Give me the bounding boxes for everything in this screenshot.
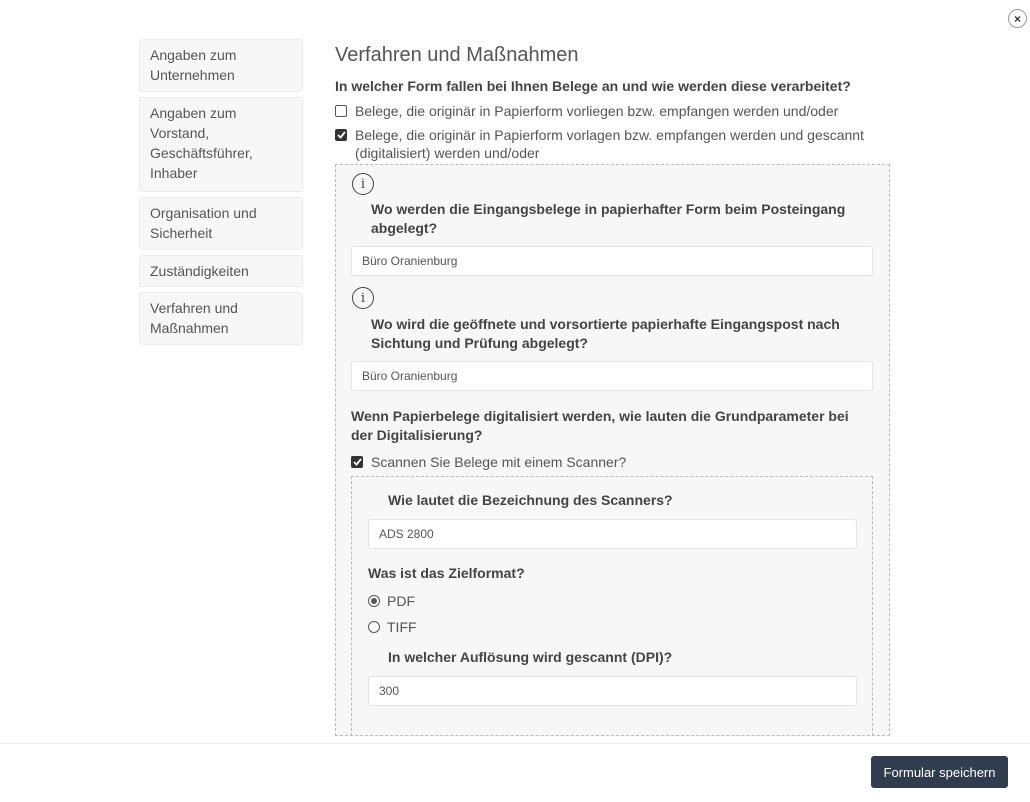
- sidebar-item-unternehmen[interactable]: [139, 39, 303, 92]
- question-belege-form: In welcher Form fallen bei Ihnen Belege an und wie werden diese verarbeitet?: [335, 78, 851, 94]
- page-title: Verfahren und Maßnahmen: [335, 44, 579, 66]
- option-scanner[interactable]: [351, 453, 873, 471]
- sidebar-item-label: Angaben zum Vorstand, Geschäftsführer, Inhaber: [150, 105, 253, 181]
- close-icon[interactable]: ×: [1008, 9, 1027, 28]
- scanner-section: [351, 476, 873, 736]
- radio-option-tiff[interactable]: [368, 618, 857, 636]
- post-input[interactable]: [351, 361, 873, 391]
- radio-option-pdf[interactable]: [368, 592, 857, 610]
- radio-pdf[interactable]: [368, 595, 380, 607]
- question-scanner-name: Wie lautet die Bezeichnung des Scanners?: [388, 492, 673, 508]
- save-form-button[interactable]: Formular speichern: [871, 756, 1008, 788]
- sidebar-nav: [139, 39, 303, 350]
- sidebar-item-label: Verfahren und Maßnahmen: [150, 300, 238, 336]
- radio-tiff[interactable]: [368, 621, 380, 633]
- checkbox-papierform[interactable]: [335, 105, 347, 117]
- sidebar-item-label: Organisation und Sicherheit: [150, 205, 257, 241]
- sidebar-item-verfahren[interactable]: [139, 292, 303, 345]
- sidebar-item-zustaendigkeiten[interactable]: [139, 255, 303, 287]
- sidebar-item-vorstand[interactable]: [139, 97, 303, 192]
- sidebar-item-organisation[interactable]: [139, 197, 303, 250]
- radio-label: TIFF: [387, 619, 417, 635]
- paper-section: [335, 164, 890, 736]
- radio-label: PDF: [387, 593, 415, 609]
- form-main: [335, 42, 895, 736]
- checkbox-label: Belege, die originär in Papierform vorlagen bzw. empfangen werden und gescannt (digitalisiert) werden und/oder: [355, 127, 864, 161]
- option-papierform[interactable]: [335, 102, 895, 120]
- checkbox-scanner[interactable]: [351, 456, 363, 468]
- option-gescannt[interactable]: [335, 126, 895, 162]
- question-dpi: In welcher Auflösung wird gescannt (DPI)?: [388, 649, 673, 665]
- info-icon[interactable]: i: [352, 287, 374, 309]
- checkbox-label: Belege, die originär in Papierform vorliegen bzw. empfangen werden und/oder: [355, 103, 839, 119]
- question-digitalisierung: Wenn Papierbelege digitalisiert werden, wie lauten die Grundparameter bei der Digitalisierung?: [351, 408, 849, 443]
- question-zielformat: Was ist das Zielformat?: [368, 565, 525, 581]
- eingang-input[interactable]: [351, 246, 873, 276]
- question-eingang: Wo werden die Eingangsbelege in papierhafter Form beim Posteingang abgelegt?: [371, 201, 846, 236]
- scanner-name-input[interactable]: [368, 519, 857, 549]
- dpi-input[interactable]: [368, 676, 857, 706]
- sidebar-item-label: Zuständigkeiten: [150, 263, 249, 279]
- info-icon[interactable]: i: [352, 173, 374, 195]
- checkbox-gescannt[interactable]: [335, 129, 347, 141]
- question-post: Wo wird die geöffnete und vorsortierte papierhafte Eingangspost nach Sichtung und Prüfung abgelegt?: [371, 316, 840, 351]
- sidebar-item-label: Angaben zum Unternehmen: [150, 47, 237, 83]
- checkbox-label: Scannen Sie Belege mit einem Scanner?: [371, 454, 627, 470]
- dialog-footer: [0, 743, 1030, 802]
